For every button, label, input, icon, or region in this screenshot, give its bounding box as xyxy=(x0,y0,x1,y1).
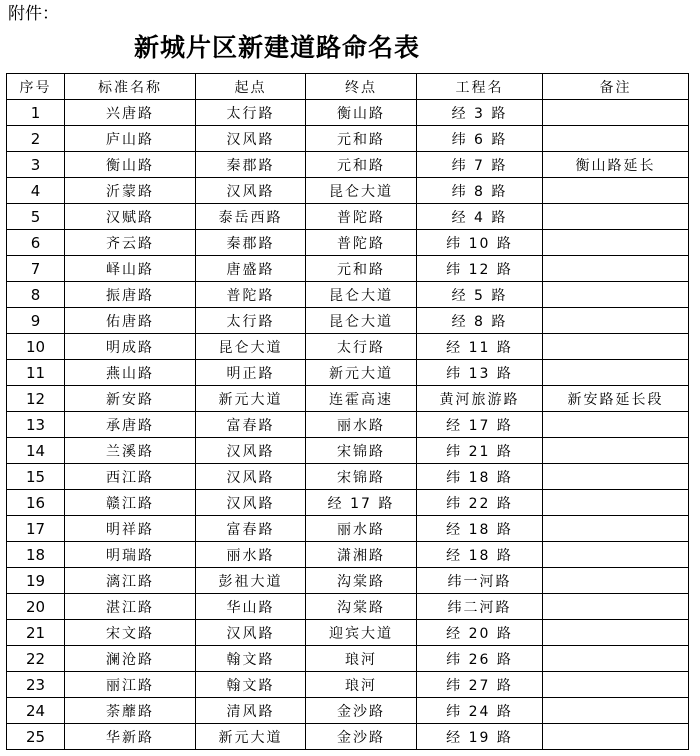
table-row xyxy=(7,646,689,672)
cell-standard-name: 承唐路 xyxy=(65,412,196,438)
cell-standard-name: 明瑞路 xyxy=(65,542,196,568)
cell-end-point: 琅河 xyxy=(306,672,417,698)
cell-remarks xyxy=(543,568,689,594)
header-end-point: 终点 xyxy=(306,74,417,100)
cell-start-point: 普陀路 xyxy=(196,282,306,308)
cell-project-name: 经 17 路 xyxy=(417,412,543,438)
table-row xyxy=(7,490,689,516)
cell-standard-name: 兴唐路 xyxy=(65,100,196,126)
table-row xyxy=(7,672,689,698)
header-remarks: 备注 xyxy=(543,74,689,100)
table-row xyxy=(7,516,689,542)
cell-seq: 16 xyxy=(7,490,65,516)
attachment-label: 附件： xyxy=(8,4,59,24)
cell-project-name: 纬 21 路 xyxy=(417,438,543,464)
cell-start-point: 秦郡路 xyxy=(196,230,306,256)
cell-seq: 23 xyxy=(7,672,65,698)
cell-seq: 2 xyxy=(7,126,65,152)
cell-end-point: 经 17 路 xyxy=(306,490,417,516)
cell-project-name: 纬 13 路 xyxy=(417,360,543,386)
cell-end-point: 普陀路 xyxy=(306,230,417,256)
cell-start-point: 秦郡路 xyxy=(196,152,306,178)
cell-end-point: 普陀路 xyxy=(306,204,417,230)
cell-remarks xyxy=(543,282,689,308)
cell-end-point: 宋锦路 xyxy=(306,464,417,490)
cell-standard-name: 齐云路 xyxy=(65,230,196,256)
cell-standard-name: 宋文路 xyxy=(65,620,196,646)
cell-end-point: 连霍高速 xyxy=(306,386,417,412)
cell-remarks xyxy=(543,438,689,464)
cell-remarks xyxy=(543,360,689,386)
cell-start-point: 唐盛路 xyxy=(196,256,306,282)
table-row xyxy=(7,438,689,464)
cell-project-name: 纬 18 路 xyxy=(417,464,543,490)
cell-project-name: 纬 24 路 xyxy=(417,698,543,724)
table-row xyxy=(7,698,689,724)
cell-start-point: 汉风路 xyxy=(196,126,306,152)
cell-end-point: 金沙路 xyxy=(306,724,417,750)
cell-start-point: 华山路 xyxy=(196,594,306,620)
cell-standard-name: 华新路 xyxy=(65,724,196,750)
cell-start-point: 彭祖大道 xyxy=(196,568,306,594)
cell-remarks xyxy=(543,230,689,256)
cell-project-name: 经 11 路 xyxy=(417,334,543,360)
table-row xyxy=(7,724,689,750)
cell-start-point: 富春路 xyxy=(196,516,306,542)
header-start-point: 起点 xyxy=(196,74,306,100)
table-row xyxy=(7,334,689,360)
cell-end-point: 太行路 xyxy=(306,334,417,360)
cell-remarks xyxy=(543,412,689,438)
cell-project-name: 经 18 路 xyxy=(417,542,543,568)
cell-start-point: 太行路 xyxy=(196,308,306,334)
cell-standard-name: 丽江路 xyxy=(65,672,196,698)
cell-seq: 24 xyxy=(7,698,65,724)
cell-start-point: 翰文路 xyxy=(196,672,306,698)
cell-end-point: 昆仑大道 xyxy=(306,178,417,204)
cell-seq: 9 xyxy=(7,308,65,334)
cell-start-point: 汉风路 xyxy=(196,620,306,646)
road-naming-table xyxy=(6,73,689,750)
cell-standard-name: 明成路 xyxy=(65,334,196,360)
cell-project-name: 纬二河路 xyxy=(417,594,543,620)
header-project-name: 工程名 xyxy=(417,74,543,100)
cell-standard-name: 西江路 xyxy=(65,464,196,490)
cell-end-point: 元和路 xyxy=(306,126,417,152)
cell-project-name: 经 5 路 xyxy=(417,282,543,308)
cell-standard-name: 衡山路 xyxy=(65,152,196,178)
cell-end-point: 金沙路 xyxy=(306,698,417,724)
cell-remarks xyxy=(543,646,689,672)
cell-seq: 15 xyxy=(7,464,65,490)
table-row xyxy=(7,412,689,438)
cell-standard-name: 兰溪路 xyxy=(65,438,196,464)
cell-remarks xyxy=(543,256,689,282)
cell-project-name: 纬 26 路 xyxy=(417,646,543,672)
table-row xyxy=(7,100,689,126)
cell-remarks xyxy=(543,620,689,646)
cell-seq: 8 xyxy=(7,282,65,308)
cell-standard-name: 燕山路 xyxy=(65,360,196,386)
cell-end-point: 丽水路 xyxy=(306,412,417,438)
cell-standard-name: 澜沧路 xyxy=(65,646,196,672)
cell-standard-name: 湛江路 xyxy=(65,594,196,620)
cell-project-name: 经 18 路 xyxy=(417,516,543,542)
cell-start-point: 翰文路 xyxy=(196,646,306,672)
cell-standard-name: 峄山路 xyxy=(65,256,196,282)
cell-seq: 17 xyxy=(7,516,65,542)
cell-seq: 11 xyxy=(7,360,65,386)
cell-remarks xyxy=(543,698,689,724)
cell-remarks xyxy=(543,490,689,516)
table-row xyxy=(7,464,689,490)
cell-remarks: 衡山路延长 xyxy=(543,152,689,178)
cell-seq: 18 xyxy=(7,542,65,568)
cell-end-point: 衡山路 xyxy=(306,100,417,126)
cell-remarks xyxy=(543,542,689,568)
cell-project-name: 黄河旅游路 xyxy=(417,386,543,412)
cell-remarks xyxy=(543,334,689,360)
cell-seq: 7 xyxy=(7,256,65,282)
table-row xyxy=(7,256,689,282)
cell-seq: 20 xyxy=(7,594,65,620)
cell-standard-name: 沂蒙路 xyxy=(65,178,196,204)
table-row xyxy=(7,204,689,230)
cell-remarks xyxy=(543,516,689,542)
cell-remarks xyxy=(543,724,689,750)
cell-end-point: 元和路 xyxy=(306,152,417,178)
cell-end-point: 宋锦路 xyxy=(306,438,417,464)
cell-project-name: 经 8 路 xyxy=(417,308,543,334)
cell-end-point: 沟棠路 xyxy=(306,594,417,620)
table-row xyxy=(7,308,689,334)
cell-end-point: 元和路 xyxy=(306,256,417,282)
cell-seq: 22 xyxy=(7,646,65,672)
table-row xyxy=(7,620,689,646)
cell-end-point: 昆仑大道 xyxy=(306,308,417,334)
cell-start-point: 清风路 xyxy=(196,698,306,724)
cell-end-point: 昆仑大道 xyxy=(306,282,417,308)
cell-seq: 19 xyxy=(7,568,65,594)
cell-end-point: 新元大道 xyxy=(306,360,417,386)
cell-start-point: 汉风路 xyxy=(196,464,306,490)
cell-start-point: 明正路 xyxy=(196,360,306,386)
cell-standard-name: 振唐路 xyxy=(65,282,196,308)
table-row xyxy=(7,126,689,152)
cell-standard-name: 赣江路 xyxy=(65,490,196,516)
cell-seq: 25 xyxy=(7,724,65,750)
table-row xyxy=(7,360,689,386)
cell-remarks xyxy=(543,204,689,230)
cell-project-name: 纬 10 路 xyxy=(417,230,543,256)
cell-remarks xyxy=(543,672,689,698)
table-row xyxy=(7,152,689,178)
table-body xyxy=(7,100,689,750)
cell-start-point: 汉风路 xyxy=(196,178,306,204)
cell-standard-name: 庐山路 xyxy=(65,126,196,152)
cell-seq: 21 xyxy=(7,620,65,646)
header-seq: 序号 xyxy=(7,74,65,100)
table-row xyxy=(7,386,689,412)
cell-remarks xyxy=(543,178,689,204)
cell-standard-name: 新安路 xyxy=(65,386,196,412)
table-row xyxy=(7,568,689,594)
cell-end-point: 琅河 xyxy=(306,646,417,672)
cell-seq: 5 xyxy=(7,204,65,230)
cell-standard-name: 明祥路 xyxy=(65,516,196,542)
cell-start-point: 富春路 xyxy=(196,412,306,438)
cell-remarks: 新安路延长段 xyxy=(543,386,689,412)
cell-project-name: 经 20 路 xyxy=(417,620,543,646)
cell-standard-name: 佑唐路 xyxy=(65,308,196,334)
cell-seq: 14 xyxy=(7,438,65,464)
cell-end-point: 沟棠路 xyxy=(306,568,417,594)
cell-start-point: 泰岳西路 xyxy=(196,204,306,230)
cell-remarks xyxy=(543,464,689,490)
cell-project-name: 纬 8 路 xyxy=(417,178,543,204)
cell-end-point: 潇湘路 xyxy=(306,542,417,568)
cell-start-point: 太行路 xyxy=(196,100,306,126)
cell-project-name: 纬 22 路 xyxy=(417,490,543,516)
cell-start-point: 汉风路 xyxy=(196,438,306,464)
cell-start-point: 新元大道 xyxy=(196,724,306,750)
cell-seq: 4 xyxy=(7,178,65,204)
cell-seq: 12 xyxy=(7,386,65,412)
cell-seq: 10 xyxy=(7,334,65,360)
cell-project-name: 纬 7 路 xyxy=(417,152,543,178)
cell-project-name: 经 4 路 xyxy=(417,204,543,230)
cell-project-name: 经 3 路 xyxy=(417,100,543,126)
table-row xyxy=(7,282,689,308)
cell-start-point: 汉风路 xyxy=(196,490,306,516)
cell-standard-name: 汉赋路 xyxy=(65,204,196,230)
cell-seq: 3 xyxy=(7,152,65,178)
table-header-row xyxy=(7,74,689,100)
cell-end-point: 丽水路 xyxy=(306,516,417,542)
cell-seq: 13 xyxy=(7,412,65,438)
cell-remarks xyxy=(543,100,689,126)
cell-seq: 1 xyxy=(7,100,65,126)
cell-project-name: 纬一河路 xyxy=(417,568,543,594)
cell-project-name: 纬 6 路 xyxy=(417,126,543,152)
cell-seq: 6 xyxy=(7,230,65,256)
cell-remarks xyxy=(543,594,689,620)
cell-project-name: 纬 12 路 xyxy=(417,256,543,282)
table-row xyxy=(7,178,689,204)
header-standard-name: 标准名称 xyxy=(65,74,196,100)
cell-standard-name: 漓江路 xyxy=(65,568,196,594)
cell-start-point: 昆仑大道 xyxy=(196,334,306,360)
cell-project-name: 经 19 路 xyxy=(417,724,543,750)
table-row xyxy=(7,542,689,568)
cell-end-point: 迎宾大道 xyxy=(306,620,417,646)
cell-start-point: 新元大道 xyxy=(196,386,306,412)
table-row xyxy=(7,594,689,620)
cell-project-name: 纬 27 路 xyxy=(417,672,543,698)
table-row xyxy=(7,230,689,256)
document-title: 新城片区新建道路命名表 xyxy=(133,33,420,62)
cell-remarks xyxy=(543,308,689,334)
cell-remarks xyxy=(543,126,689,152)
cell-start-point: 丽水路 xyxy=(196,542,306,568)
cell-standard-name: 荼蘼路 xyxy=(65,698,196,724)
